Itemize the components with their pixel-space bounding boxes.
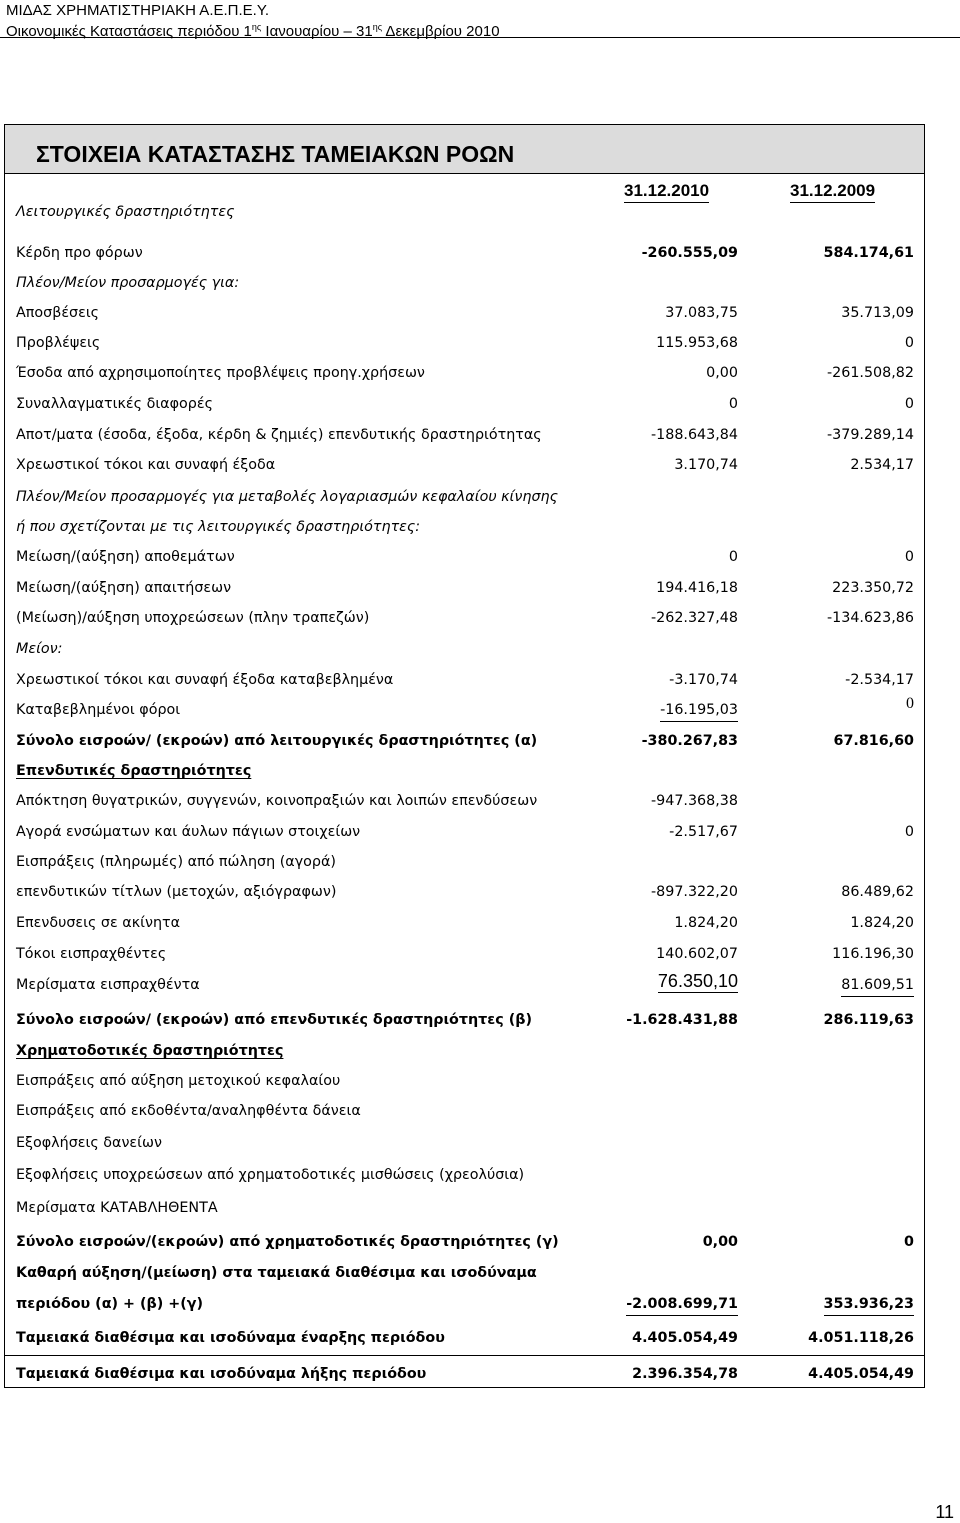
table-row: Μείωση/(αύξηση) απαιτήσεων 194.416,18 223.350,72 — [16, 580, 914, 596]
section-financing: Χρηματοδοτικές δραστηριότητες — [16, 1043, 284, 1059]
divider — [4, 1355, 925, 1356]
table-row: Έσοδα από αχρησιμοποίητες προβλέψεις προηγ.χρήσεων 0,00 -261.508,82 — [16, 365, 914, 381]
subtotal-row: Σύνολο εισροών/ (εκροών) από λειτουργικές δραστηριότητες (α) -380.267,83 67.816,60 — [16, 733, 914, 749]
table-row: Καθαρή αύξηση/(μείωση) στα ταμειακά διαθέσιμα και ισοδύναμα — [16, 1265, 537, 1281]
table-row: Χρεωστικοί τόκοι και συναφή έξοδα 3.170,74 2.534,17 — [16, 457, 914, 473]
table-row: Μείον: — [16, 641, 63, 657]
table-row: Προβλέψεις 115.953,68 0 — [16, 335, 914, 351]
section-operating: Λειτουργικές δραστηριότητες — [16, 204, 235, 220]
table-row: Μερίσματα εισπραχθέντα 76.350,10 81.609,51 — [0, 975, 960, 997]
table-row: Εισπράξεις (πληρωμές) από πώληση (αγορά) — [16, 854, 336, 870]
statement-title: ΣΤΟΙΧΕΙΑ ΚΑΤΑΣΤΑΣΗΣ ΤΑΜΕΙΑΚΩΝ ΡΟΩΝ — [36, 141, 515, 167]
table-row: Αποτ/ματα (έσοδα, έξοδα, κέρδη & ζημιές) επενδυτικής δραστηριότητας -188.643,84 -379.289,14 — [16, 427, 914, 443]
table-row: Χρεωστικοί τόκοι και συναφή έξοδα καταβεβλημένα -3.170,74 -2.534,17 — [16, 672, 914, 688]
table-row: Εισπράξεις από εκδοθέντα/αναληφθέντα δάνεια — [16, 1103, 361, 1119]
table-row: (Μείωση)/αύξηση υποχρεώσεων (πλην τραπεζών) -262.327,48 -134.623,86 — [16, 610, 914, 626]
table-row: Καταβεβλημένοι φόροι -16.195,03 0 — [0, 700, 960, 722]
subtotal-row: Σύνολο εισροών/(εκροών) από χρηματοδοτικές δραστηριότητες (γ) 0,00 0 — [16, 1234, 914, 1250]
column-header-2009: 31.12.2009 — [790, 181, 875, 203]
table-row: Αποσβέσεις 37.083,75 35.713,09 — [16, 305, 914, 321]
table-row: ή που σχετίζονται με τις λειτουργικές δραστηριότητες: — [16, 519, 421, 535]
table-row: Κέρδη προ φόρων -260.555,09 584.174,61 — [16, 245, 914, 261]
header-divider — [0, 37, 960, 38]
table-row: Επενδυσεις σε ακίνητα 1.824,20 1.824,20 — [16, 915, 914, 931]
table-row: Αγορά ενσώματων και άυλων πάγιων στοιχείων -2.517,67 0 — [16, 824, 914, 840]
statement-period: Οικονομικές Καταστάσεις περιόδου $1^{\eta\varsigma}$ Ιανουαρίου – $31^{\eta\varsigma}$ Δεκεμβρίου 2010 — [6, 22, 500, 40]
table-row: Πλέον/Μείον προσαρμογές για μεταβολές λογαριασμών κεφαλαίου κίνησης — [16, 489, 558, 505]
table-row: Μερίσματα ΚΑΤΑΒΛΗΘΕΝΤΑ — [16, 1200, 218, 1216]
section-investing: Επενδυτικές δραστηριότητες — [16, 763, 252, 779]
table-row: Μείωση/(αύξηση) αποθεμάτων 0 0 — [16, 549, 914, 565]
table-row: Εισπράξεις από αύξηση μετοχικού κεφαλαίου — [16, 1073, 341, 1089]
table-row: Εξοφλήσεις δανείων — [16, 1135, 162, 1151]
subtotal-row: Σύνολο εισροών/ (εκροών) από επενδυτικές δραστηριότητες (β) -1.628.431,88 286.119,63 — [16, 1012, 914, 1028]
table-row: Τόκοι εισπραχθέντες 140.602,07 116.196,30 — [16, 946, 914, 962]
table-row: Εξοφλήσεις υποχρεώσεων από χρηματοδοτικές μισθώσεις (χρεολύσια) — [16, 1167, 525, 1183]
column-header-2010: 31.12.2010 — [624, 181, 709, 203]
closing-cash-row: Ταμειακά διαθέσιμα και ισοδύναμα λήξης περιόδου 2.396.354,78 4.405.054,49 — [16, 1366, 914, 1382]
table-row: επενδυτικών τίτλων (μετοχών, αξιόγραφων) -897.322,20 86.489,62 — [16, 884, 914, 900]
table-row: Πλέον/Μείον προσαρμογές για: — [16, 275, 240, 291]
page-number: 11 — [935, 1502, 954, 1522]
table-row: Συναλλαγματικές διαφορές 0 0 — [16, 396, 914, 412]
table-row: Απόκτηση θυγατρικών, συγγενών, κοινοπραξιών και λοιπών επενδύσεων -947.368,38 — [16, 793, 738, 809]
company-name: ΜΙΔΑΣ ΧΡΗΜΑΤΙΣΤΗΡΙΑΚΗ Α.Ε.Π.Ε.Υ. — [6, 2, 270, 19]
opening-cash-row: Ταμειακά διαθέσιμα και ισοδύναμα έναρξης περιόδου 4.405.054,49 4.051.118,26 — [16, 1330, 914, 1346]
net-change-row: περιόδου (α) + (β) +(γ) -2.008.699,71 353.936,23 — [0, 1294, 960, 1316]
